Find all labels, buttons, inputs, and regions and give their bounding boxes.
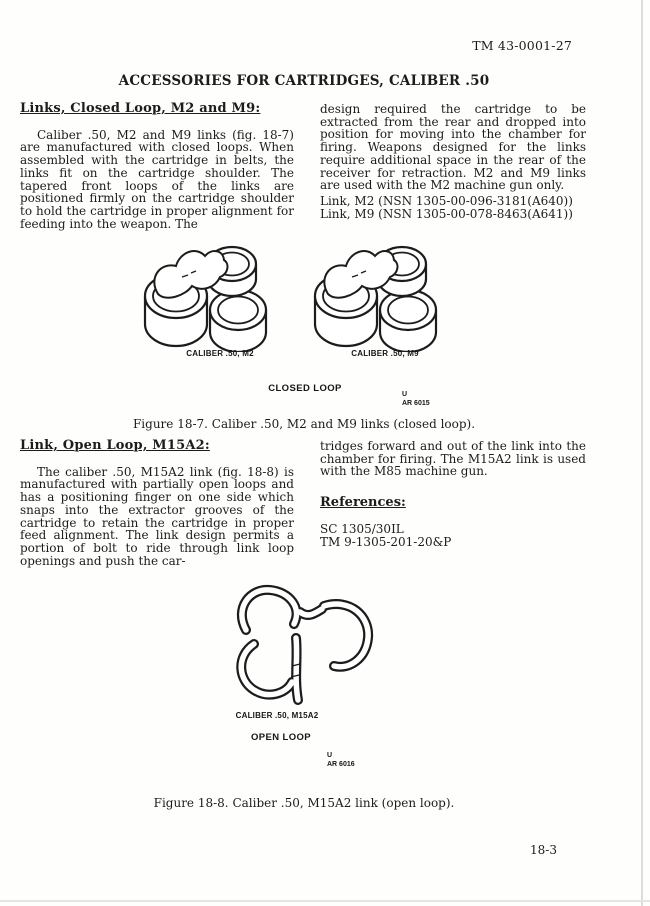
figure1-label-m2: CALIBER .50, M2 bbox=[186, 349, 254, 358]
section1-heading: Links, Closed Loop, M2 and M9: bbox=[20, 101, 261, 116]
nsn-list bbox=[320, 195, 586, 220]
nsn-link-m2: Link, M2 (NSN 1305-00-096-3181(A640)) bbox=[320, 193, 573, 208]
section2-left-column bbox=[20, 440, 294, 567]
section2-heading: Link, Open Loop, M15A2: bbox=[20, 438, 210, 453]
section2-right-paragraph: tridges forward and out of the link into the chamber for firing. The M15A2 link is used with the M85 machine gun. bbox=[320, 439, 586, 479]
section1-left-paragraph: Caliber .50, M2 and M9 links (fig. 18-7) are manufactured with closed loops. When assembled with the cartridge in belts, the links fit on the cartridge shoulder. The tapered front loops of the links are positioned firmly on the cartridge shoulder to hold the cartridge in proper alignment for feeding into the weapon. The bbox=[20, 127, 294, 231]
doc-number: TM 43-0001-27 bbox=[472, 38, 572, 53]
figure1-loop-type-label: CLOSED LOOP bbox=[268, 383, 342, 394]
figure1-credit-u: U bbox=[402, 391, 408, 398]
figure2-loop-type-label: OPEN LOOP bbox=[250, 732, 312, 743]
figure2-credit bbox=[327, 752, 355, 769]
scan-edge bbox=[641, 0, 643, 906]
figure1-credit-number: AR 6015 bbox=[402, 399, 430, 407]
figure1-credit bbox=[402, 391, 430, 408]
figure2-label-m15a2: CALIBER .50, M15A2 bbox=[235, 711, 319, 720]
page-number: 18-3 bbox=[530, 843, 557, 857]
m15a2-link-drawing bbox=[212, 580, 412, 712]
section1-columns bbox=[20, 103, 620, 230]
figure2-credit-number: AR 6016 bbox=[327, 760, 355, 768]
page-title: ACCESSORIES FOR CARTRIDGES, CALIBER .50 bbox=[118, 73, 490, 89]
section2-left-paragraph: The caliber .50, M15A2 link (fig. 18-8) is manufactured with partially open loops and has a positioning finger on one side which snaps into the extractor grooves of the cartridge to retain the cartridge in proper feed alignment. The link design permits a portion of bolt to ride through link loop openings and push the car- bbox=[20, 464, 294, 568]
figure2-credit-u: U bbox=[327, 752, 333, 759]
figure1-caption: Figure 18-7. Caliber .50, M2 and M9 links (closed loop). bbox=[132, 417, 476, 431]
section2-columns bbox=[20, 440, 620, 567]
section1-right-paragraph: design required the cartridge to be extracted from the rear and dropped into position for moving into the chamber for firing. Weapons designed for the links require additional space in the rear of the receiver for retraction. M2 and M9 links are used with the M2 machine gun only. bbox=[320, 102, 586, 193]
section1-right-column bbox=[320, 103, 586, 230]
section1-left-column bbox=[20, 103, 294, 230]
section2-right-column bbox=[320, 440, 586, 567]
scan-edge bbox=[0, 900, 650, 902]
figure2-caption: Figure 18-8. Caliber .50, M15A2 link (open loop). bbox=[153, 796, 455, 810]
m2-link-drawing bbox=[130, 232, 282, 352]
references-heading: References: bbox=[320, 495, 406, 511]
nsn-link-m9: Link, M9 (NSN 1305-00-078-8463(A641)) bbox=[320, 206, 573, 221]
figure1-label-m9: CALIBER .50, M9 bbox=[351, 349, 419, 358]
m9-link-drawing bbox=[300, 232, 452, 352]
reference-item: TM 9-1305-201-20&P bbox=[320, 534, 452, 549]
reference-item: SC 1305/30IL bbox=[320, 521, 404, 536]
